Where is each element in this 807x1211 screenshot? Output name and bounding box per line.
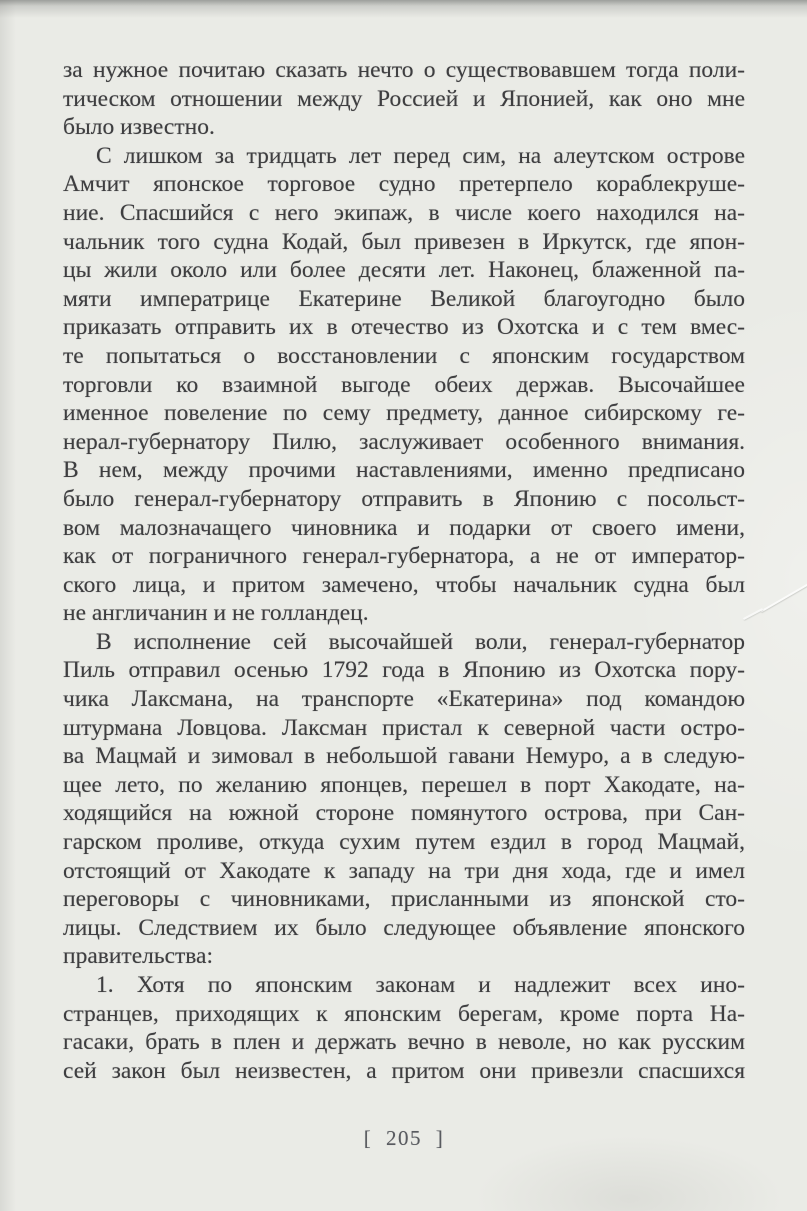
text-line: как от пограничного генерал-губернатора, а не от император- — [63, 543, 745, 570]
page-number: [ 205 ] — [363, 1126, 445, 1150]
text-line: тическом отношении между Россией и Японией, как оно мне — [63, 85, 745, 112]
scan-scratch-mark — [760, 582, 807, 613]
text-line: 1. Хотя по японским законам и надлежит всех ино- — [96, 972, 745, 998]
text-line: мяти императрице Екатерине Великой благоугодно было — [63, 285, 745, 312]
text-line: лицы. Следствием их было следующее объявление японского — [63, 914, 745, 941]
text-line: гасаки, брать в плен и держать вечно в неволе, но как русским — [63, 1029, 745, 1056]
text-line: ходящийся на южной стороне помянутого острова, при Сан- — [63, 800, 745, 827]
text-line: С лишком за тридцать лет перед сим, на алеутском острове — [96, 142, 745, 169]
text-line: было генерал-губернатору отправить в Японию с посольст- — [63, 485, 745, 512]
text-line: приказать отправить их в отечество из Охотска и с тем вмес- — [63, 314, 745, 341]
text-line: отстоящий от Хакодате к западу на три дня хода, где и имел — [63, 857, 745, 884]
paragraph — [63, 56, 745, 142]
text-line: ва Мацмай и зимовал в небольшой гавани Немуро, а в следую- — [63, 743, 745, 770]
text-line: чика Лаксмана, на транспорте «Екатерина» под командою — [63, 686, 745, 713]
text-line: В исполнение сей высочайшей воли, генерал-губернатор — [96, 628, 745, 655]
text-line: цы жили около или более десяти лет. Наконец, блаженной па- — [63, 257, 745, 284]
paragraph — [63, 628, 745, 971]
text-line: не англичанин и не голландец. — [63, 600, 369, 627]
text-line: именное повеление по сему предмету, данное сибирскому ге- — [63, 400, 745, 427]
text-line: вом малозначащего чиновника и подарки от своего имени, — [63, 514, 745, 541]
text-line: странцев, приходящих к японским берегам, кроме порта На- — [63, 1000, 745, 1027]
text-line: В нем, между прочими наставлениями, именно предписано — [63, 457, 745, 484]
text-line: переговоры с чиновниками, присланными из японской сто- — [63, 886, 745, 913]
text-line: ние. Спасшийся с него экипаж, в числе коего находился на- — [63, 199, 745, 226]
text-line: гарском проливе, откуда сухим путем ездил в город Мацмай, — [63, 829, 745, 856]
page-text-block — [63, 56, 745, 1085]
paragraph — [63, 142, 745, 628]
text-line: ского лица, и притом замечено, чтобы начальник судна был — [63, 571, 745, 598]
text-line: чальник того судна Кодай, был привезен в Иркутск, где япон- — [63, 228, 745, 255]
scan-scratch-mark-small — [743, 608, 763, 620]
paragraph — [63, 971, 745, 1085]
text-line: торговли ко взаимной выгоде обеих держав. Высочайшее — [63, 371, 745, 398]
text-line: было известно. — [63, 114, 215, 141]
text-line: Пиль отправил осенью 1792 года в Японию из Охотска пору- — [63, 657, 745, 684]
text-line: штурмана Ловцова. Лаксман пристал к северной части остро- — [63, 714, 745, 741]
text-line: сей закон был неизвестен, а притом они привезли спасшихся — [63, 1057, 745, 1084]
text-line: за нужное почитаю сказать нечто о существовавшем тогда поли- — [63, 57, 745, 83]
text-line: нерал-губернатору Пилю, заслуживает особенного внимания. — [63, 428, 745, 455]
text-line: правительства: — [63, 943, 214, 970]
text-line: щее лето, по желанию японцев, перешел в порт Хакодате, на- — [63, 771, 745, 798]
text-line: Амчит японское торговое судно претерпело кораблекруше- — [63, 171, 745, 198]
text-line: те попытаться о восстановлении с японским государством — [63, 342, 745, 369]
